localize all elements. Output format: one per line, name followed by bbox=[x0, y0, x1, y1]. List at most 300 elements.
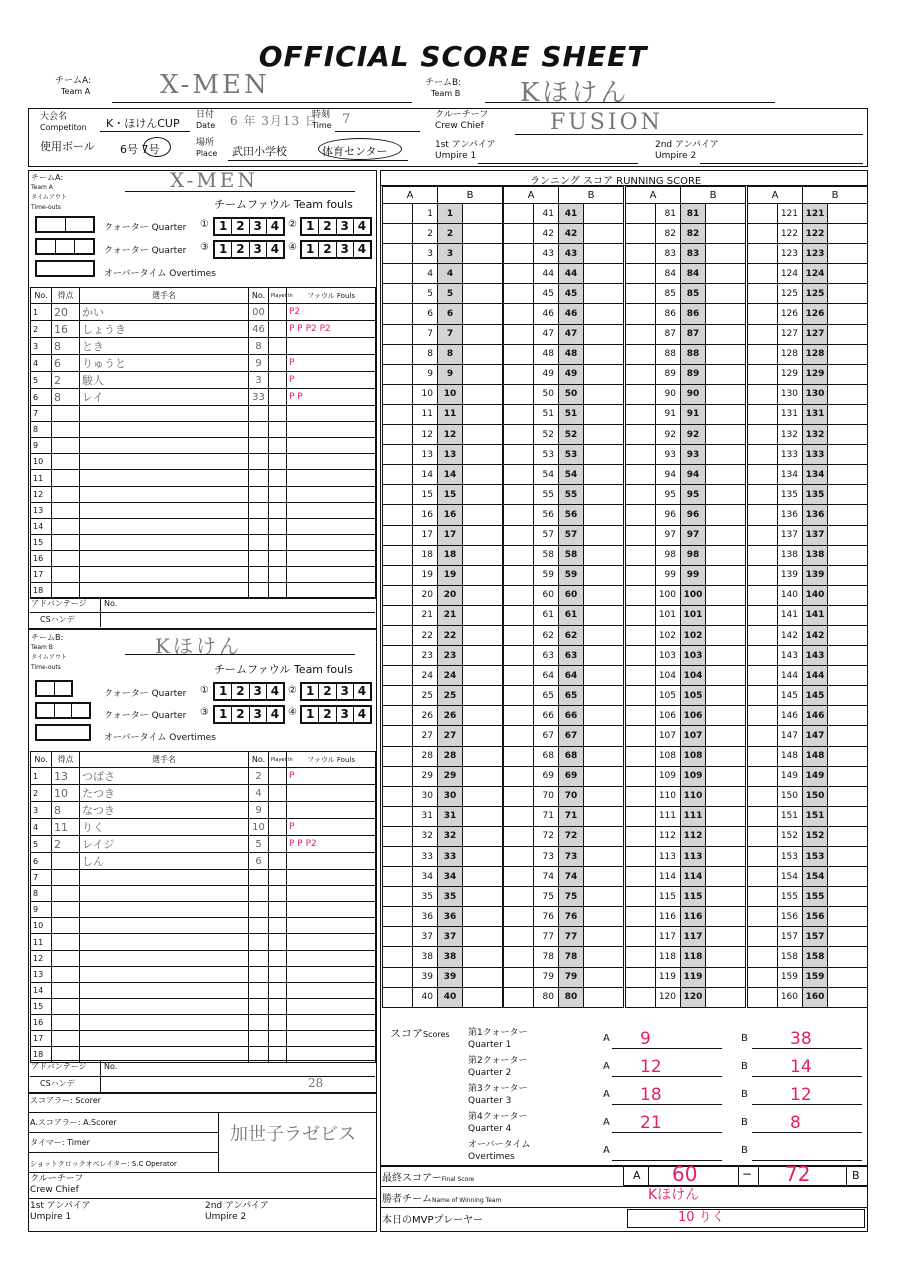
team-b-mark[interactable] bbox=[463, 425, 503, 445]
team-a-mark[interactable] bbox=[748, 887, 778, 907]
team-b-mark[interactable] bbox=[463, 284, 503, 304]
team-a-mark[interactable] bbox=[748, 605, 778, 625]
team-a-mark[interactable] bbox=[383, 987, 413, 1007]
team-a-mark[interactable] bbox=[383, 907, 413, 927]
team-a-mark[interactable] bbox=[383, 304, 413, 324]
team-b-mark[interactable] bbox=[463, 706, 503, 726]
team-b-mark[interactable] bbox=[463, 806, 503, 826]
team-a-mark[interactable] bbox=[626, 224, 656, 244]
team-a-mark[interactable] bbox=[748, 686, 778, 706]
team-a-mark[interactable] bbox=[383, 887, 413, 907]
team-b-mark[interactable] bbox=[584, 847, 624, 867]
team-b-mark[interactable] bbox=[584, 867, 624, 887]
team-a-mark[interactable] bbox=[626, 987, 656, 1007]
team-b-q4-fouls[interactable]: 1 2 3 4 bbox=[300, 705, 372, 724]
team-b-mark[interactable] bbox=[584, 324, 624, 344]
team-b-mark[interactable] bbox=[463, 204, 503, 224]
team-a-mark[interactable] bbox=[383, 364, 413, 384]
team-b-mark[interactable] bbox=[828, 324, 868, 344]
team-b-mark[interactable] bbox=[828, 867, 868, 887]
team-a-mark[interactable] bbox=[626, 706, 656, 726]
team-a-mark[interactable] bbox=[383, 625, 413, 645]
team-b-mark[interactable] bbox=[828, 947, 868, 967]
team-b-mark[interactable] bbox=[584, 565, 624, 585]
team-b-mark[interactable] bbox=[828, 425, 868, 445]
team-b-mark[interactable] bbox=[584, 746, 624, 766]
team-b-mark[interactable] bbox=[828, 706, 868, 726]
team-b-mark[interactable] bbox=[584, 927, 624, 947]
team-a-mark[interactable] bbox=[383, 927, 413, 947]
team-a-mark[interactable] bbox=[383, 585, 413, 605]
team-a-mark[interactable] bbox=[748, 565, 778, 585]
team-a-mark[interactable] bbox=[626, 344, 656, 364]
team-b-mark[interactable] bbox=[463, 364, 503, 384]
team-a-mark[interactable] bbox=[383, 204, 413, 224]
team-b-mark[interactable] bbox=[584, 826, 624, 846]
team-b-mark[interactable] bbox=[463, 947, 503, 967]
team-a-mark[interactable] bbox=[626, 646, 656, 666]
team-b-mark[interactable] bbox=[706, 264, 746, 284]
team-a-mark[interactable] bbox=[383, 465, 413, 485]
team-b-mark[interactable] bbox=[584, 987, 624, 1007]
team-a-mark[interactable] bbox=[748, 947, 778, 967]
team-b-mark[interactable] bbox=[584, 344, 624, 364]
team-b-mark[interactable] bbox=[463, 404, 503, 424]
team-b-mark[interactable] bbox=[706, 766, 746, 786]
team-a-mark[interactable] bbox=[504, 766, 534, 786]
team-b-mark[interactable] bbox=[463, 826, 503, 846]
team-a-mark[interactable] bbox=[626, 404, 656, 424]
team-a-q1-fouls[interactable]: 1 2 3 4 bbox=[213, 217, 285, 236]
team-b-mark[interactable] bbox=[706, 726, 746, 746]
team-b-mark[interactable] bbox=[463, 746, 503, 766]
team-b-mark[interactable] bbox=[828, 646, 868, 666]
team-a-mark[interactable] bbox=[748, 425, 778, 445]
team-a-mark[interactable] bbox=[504, 545, 534, 565]
team-a-mark[interactable] bbox=[383, 666, 413, 686]
team-b-mark[interactable] bbox=[463, 224, 503, 244]
team-b-timeouts-1[interactable] bbox=[35, 680, 73, 697]
team-a-mark[interactable] bbox=[504, 847, 534, 867]
team-b-mark[interactable] bbox=[463, 625, 503, 645]
team-b-mark[interactable] bbox=[584, 525, 624, 545]
team-a-mark[interactable] bbox=[383, 344, 413, 364]
team-a-mark[interactable] bbox=[748, 987, 778, 1007]
team-a-mark[interactable] bbox=[383, 605, 413, 625]
team-b-mark[interactable] bbox=[584, 545, 624, 565]
team-b-mark[interactable] bbox=[828, 364, 868, 384]
team-a-mark[interactable] bbox=[626, 927, 656, 947]
team-a-mark[interactable] bbox=[748, 847, 778, 867]
team-a-mark[interactable] bbox=[504, 465, 534, 485]
team-b-mark[interactable] bbox=[706, 947, 746, 967]
team-b-mark[interactable] bbox=[463, 726, 503, 746]
team-b-mark[interactable] bbox=[828, 826, 868, 846]
team-b-mark[interactable] bbox=[584, 224, 624, 244]
team-a-mark[interactable] bbox=[504, 887, 534, 907]
team-b-mark[interactable] bbox=[584, 706, 624, 726]
team-a-mark[interactable] bbox=[383, 505, 413, 525]
team-b-mark[interactable] bbox=[828, 445, 868, 465]
team-b-mark[interactable] bbox=[828, 686, 868, 706]
team-a-mark[interactable] bbox=[504, 605, 534, 625]
team-b-mark[interactable] bbox=[584, 465, 624, 485]
team-b-mark[interactable] bbox=[584, 967, 624, 987]
team-a-mark[interactable] bbox=[748, 384, 778, 404]
team-a-timeouts-1[interactable] bbox=[35, 216, 95, 233]
team-a-mark[interactable] bbox=[626, 284, 656, 304]
team-a-mark[interactable] bbox=[504, 666, 534, 686]
team-b-mark[interactable] bbox=[584, 786, 624, 806]
team-a-mark[interactable] bbox=[626, 304, 656, 324]
team-a-q3-fouls[interactable]: 1 2 3 4 bbox=[213, 240, 285, 259]
team-a-mark[interactable] bbox=[626, 204, 656, 224]
team-a-mark[interactable] bbox=[748, 867, 778, 887]
team-a-mark[interactable] bbox=[748, 465, 778, 485]
team-b-mark[interactable] bbox=[706, 284, 746, 304]
team-b-mark[interactable] bbox=[463, 605, 503, 625]
team-b-mark[interactable] bbox=[463, 344, 503, 364]
team-b-mark[interactable] bbox=[706, 384, 746, 404]
team-a-mark[interactable] bbox=[626, 244, 656, 264]
team-b-mark[interactable] bbox=[463, 304, 503, 324]
team-a-mark[interactable] bbox=[383, 485, 413, 505]
team-a-mark[interactable] bbox=[748, 525, 778, 545]
team-b-mark[interactable] bbox=[463, 766, 503, 786]
team-b-mark[interactable] bbox=[828, 766, 868, 786]
team-a-mark[interactable] bbox=[504, 384, 534, 404]
team-a-mark[interactable] bbox=[748, 344, 778, 364]
team-b-mark[interactable] bbox=[828, 525, 868, 545]
team-b-mark[interactable] bbox=[584, 364, 624, 384]
team-a-mark[interactable] bbox=[504, 686, 534, 706]
team-b-mark[interactable] bbox=[584, 887, 624, 907]
team-b-mark[interactable] bbox=[584, 766, 624, 786]
team-a-mark[interactable] bbox=[626, 907, 656, 927]
team-a-mark[interactable] bbox=[504, 706, 534, 726]
team-b-mark[interactable] bbox=[706, 646, 746, 666]
team-b-mark[interactable] bbox=[828, 746, 868, 766]
team-b-mark[interactable] bbox=[584, 384, 624, 404]
team-b-mark[interactable] bbox=[828, 967, 868, 987]
team-a-mark[interactable] bbox=[626, 324, 656, 344]
team-a-mark[interactable] bbox=[383, 766, 413, 786]
team-a-mark[interactable] bbox=[504, 746, 534, 766]
team-a-mark[interactable] bbox=[383, 806, 413, 826]
team-b-mark[interactable] bbox=[828, 204, 868, 224]
team-a-mark[interactable] bbox=[626, 525, 656, 545]
team-b-mark[interactable] bbox=[706, 686, 746, 706]
team-b-mark[interactable] bbox=[828, 485, 868, 505]
team-b-mark[interactable] bbox=[828, 887, 868, 907]
team-a-mark[interactable] bbox=[626, 766, 656, 786]
team-b-mark[interactable] bbox=[463, 545, 503, 565]
team-b-mark[interactable] bbox=[828, 625, 868, 645]
team-a-mark[interactable] bbox=[504, 907, 534, 927]
team-b-mark[interactable] bbox=[584, 947, 624, 967]
team-a-mark[interactable] bbox=[626, 625, 656, 645]
team-a-timeouts-2[interactable] bbox=[35, 238, 95, 255]
team-b-mark[interactable] bbox=[584, 806, 624, 826]
team-a-mark[interactable] bbox=[504, 826, 534, 846]
team-b-mark[interactable] bbox=[584, 425, 624, 445]
team-a-mark[interactable] bbox=[383, 726, 413, 746]
team-b-mark[interactable] bbox=[584, 605, 624, 625]
team-a-mark[interactable] bbox=[504, 625, 534, 645]
team-a-mark[interactable] bbox=[504, 284, 534, 304]
team-a-mark[interactable] bbox=[626, 585, 656, 605]
team-a-mark[interactable] bbox=[504, 646, 534, 666]
team-a-mark[interactable] bbox=[626, 485, 656, 505]
team-a-q2-fouls[interactable]: 1 2 3 4 bbox=[300, 217, 372, 236]
team-b-mark[interactable] bbox=[706, 505, 746, 525]
team-a-mark[interactable] bbox=[383, 826, 413, 846]
team-a-mark[interactable] bbox=[748, 786, 778, 806]
team-b-mark[interactable] bbox=[706, 344, 746, 364]
team-a-mark[interactable] bbox=[626, 847, 656, 867]
team-b-mark[interactable] bbox=[584, 666, 624, 686]
team-a-mark[interactable] bbox=[626, 605, 656, 625]
team-b-mark[interactable] bbox=[706, 465, 746, 485]
team-b-mark[interactable] bbox=[463, 585, 503, 605]
team-b-mark[interactable] bbox=[828, 505, 868, 525]
team-a-mark[interactable] bbox=[748, 967, 778, 987]
team-a-mark[interactable] bbox=[748, 646, 778, 666]
team-a-mark[interactable] bbox=[504, 244, 534, 264]
team-a-mark[interactable] bbox=[504, 204, 534, 224]
team-a-mark[interactable] bbox=[504, 806, 534, 826]
team-b-q1-fouls[interactable]: 1 2 3 4 bbox=[213, 682, 285, 701]
team-b-mark[interactable] bbox=[584, 505, 624, 525]
team-a-mark[interactable] bbox=[504, 967, 534, 987]
team-b-mark[interactable] bbox=[463, 264, 503, 284]
team-b-mark[interactable] bbox=[828, 404, 868, 424]
team-b-mark[interactable] bbox=[463, 505, 503, 525]
team-a-mark[interactable] bbox=[383, 525, 413, 545]
team-a-mark[interactable] bbox=[626, 565, 656, 585]
team-a-mark[interactable] bbox=[504, 927, 534, 947]
team-a-mark[interactable] bbox=[383, 545, 413, 565]
team-a-mark[interactable] bbox=[748, 585, 778, 605]
team-a-mark[interactable] bbox=[504, 304, 534, 324]
team-a-mark[interactable] bbox=[383, 847, 413, 867]
team-b-mark[interactable] bbox=[463, 927, 503, 947]
team-a-mark[interactable] bbox=[748, 505, 778, 525]
team-a-mark[interactable] bbox=[504, 324, 534, 344]
team-b-mark[interactable] bbox=[463, 525, 503, 545]
team-b-mark[interactable] bbox=[463, 907, 503, 927]
team-a-mark[interactable] bbox=[626, 666, 656, 686]
team-b-mark[interactable] bbox=[463, 384, 503, 404]
team-a-mark[interactable] bbox=[383, 404, 413, 424]
team-b-mark[interactable] bbox=[706, 746, 746, 766]
team-b-mark[interactable] bbox=[706, 927, 746, 947]
team-b-mark[interactable] bbox=[463, 565, 503, 585]
team-b-mark[interactable] bbox=[828, 847, 868, 867]
team-b-mark[interactable] bbox=[584, 264, 624, 284]
team-b-mark[interactable] bbox=[584, 585, 624, 605]
team-a-mark[interactable] bbox=[504, 364, 534, 384]
team-b-mark[interactable] bbox=[828, 987, 868, 1007]
team-a-mark[interactable] bbox=[748, 746, 778, 766]
team-a-mark[interactable] bbox=[626, 867, 656, 887]
team-a-mark[interactable] bbox=[504, 525, 534, 545]
team-a-mark[interactable] bbox=[626, 545, 656, 565]
team-b-mark[interactable] bbox=[463, 967, 503, 987]
team-b-mark[interactable] bbox=[463, 485, 503, 505]
team-b-mark[interactable] bbox=[706, 605, 746, 625]
team-b-mark[interactable] bbox=[706, 806, 746, 826]
team-b-timeouts-ot[interactable] bbox=[35, 724, 91, 741]
team-b-mark[interactable] bbox=[584, 304, 624, 324]
team-a-mark[interactable] bbox=[748, 364, 778, 384]
team-b-mark[interactable] bbox=[828, 907, 868, 927]
team-a-mark[interactable] bbox=[383, 646, 413, 666]
team-b-mark[interactable] bbox=[584, 646, 624, 666]
team-a-mark[interactable] bbox=[626, 264, 656, 284]
team-b-mark[interactable] bbox=[828, 384, 868, 404]
team-a-mark[interactable] bbox=[626, 686, 656, 706]
team-a-mark[interactable] bbox=[504, 987, 534, 1007]
team-a-mark[interactable] bbox=[748, 545, 778, 565]
team-b-mark[interactable] bbox=[463, 686, 503, 706]
team-b-mark[interactable] bbox=[828, 344, 868, 364]
team-a-mark[interactable] bbox=[383, 284, 413, 304]
team-a-mark[interactable] bbox=[748, 224, 778, 244]
team-b-mark[interactable] bbox=[463, 786, 503, 806]
team-a-mark[interactable] bbox=[748, 324, 778, 344]
team-a-mark[interactable] bbox=[748, 927, 778, 947]
team-a-mark[interactable] bbox=[383, 244, 413, 264]
team-b-mark[interactable] bbox=[584, 244, 624, 264]
team-a-mark[interactable] bbox=[748, 304, 778, 324]
team-a-mark[interactable] bbox=[504, 344, 534, 364]
team-b-mark[interactable] bbox=[463, 646, 503, 666]
team-b-mark[interactable] bbox=[584, 204, 624, 224]
team-a-timeouts-ot[interactable] bbox=[35, 260, 95, 277]
team-b-mark[interactable] bbox=[706, 364, 746, 384]
team-b-mark[interactable] bbox=[463, 666, 503, 686]
team-a-mark[interactable] bbox=[626, 445, 656, 465]
team-b-mark[interactable] bbox=[706, 666, 746, 686]
team-b-mark[interactable] bbox=[584, 686, 624, 706]
team-a-mark[interactable] bbox=[748, 284, 778, 304]
team-b-mark[interactable] bbox=[706, 967, 746, 987]
team-a-mark[interactable] bbox=[504, 505, 534, 525]
team-b-mark[interactable] bbox=[706, 324, 746, 344]
team-a-mark[interactable] bbox=[504, 947, 534, 967]
team-b-mark[interactable] bbox=[828, 585, 868, 605]
team-a-mark[interactable] bbox=[504, 565, 534, 585]
team-b-mark[interactable] bbox=[463, 244, 503, 264]
team-a-mark[interactable] bbox=[504, 585, 534, 605]
team-b-q3-fouls[interactable]: 1 2 3 4 bbox=[213, 705, 285, 724]
team-b-mark[interactable] bbox=[706, 867, 746, 887]
team-b-mark[interactable] bbox=[463, 887, 503, 907]
team-b-mark[interactable] bbox=[584, 726, 624, 746]
team-a-mark[interactable] bbox=[626, 887, 656, 907]
team-a-mark[interactable] bbox=[748, 666, 778, 686]
team-b-mark[interactable] bbox=[706, 585, 746, 605]
team-a-mark[interactable] bbox=[383, 706, 413, 726]
team-b-mark[interactable] bbox=[706, 565, 746, 585]
team-b-mark[interactable] bbox=[706, 987, 746, 1007]
team-b-mark[interactable] bbox=[706, 786, 746, 806]
team-a-mark[interactable] bbox=[504, 485, 534, 505]
team-a-mark[interactable] bbox=[626, 726, 656, 746]
team-a-mark[interactable] bbox=[383, 565, 413, 585]
team-b-mark[interactable] bbox=[584, 485, 624, 505]
team-a-mark[interactable] bbox=[383, 967, 413, 987]
team-b-mark[interactable] bbox=[828, 264, 868, 284]
team-a-mark[interactable] bbox=[504, 224, 534, 244]
team-b-mark[interactable] bbox=[706, 847, 746, 867]
team-b-mark[interactable] bbox=[706, 887, 746, 907]
team-a-mark[interactable] bbox=[383, 324, 413, 344]
team-a-mark[interactable] bbox=[383, 867, 413, 887]
team-b-mark[interactable] bbox=[706, 224, 746, 244]
team-a-mark[interactable] bbox=[626, 826, 656, 846]
team-a-mark[interactable] bbox=[383, 786, 413, 806]
team-b-mark[interactable] bbox=[706, 826, 746, 846]
team-b-mark[interactable] bbox=[828, 465, 868, 485]
team-a-mark[interactable] bbox=[626, 967, 656, 987]
team-a-mark[interactable] bbox=[504, 867, 534, 887]
team-b-mark[interactable] bbox=[828, 806, 868, 826]
team-b-mark[interactable] bbox=[828, 284, 868, 304]
team-b-mark[interactable] bbox=[828, 545, 868, 565]
team-a-mark[interactable] bbox=[383, 224, 413, 244]
team-a-mark[interactable] bbox=[626, 786, 656, 806]
team-a-mark[interactable] bbox=[626, 465, 656, 485]
team-b-mark[interactable] bbox=[584, 907, 624, 927]
team-a-mark[interactable] bbox=[504, 445, 534, 465]
team-a-mark[interactable] bbox=[748, 826, 778, 846]
team-b-mark[interactable] bbox=[706, 204, 746, 224]
team-a-mark[interactable] bbox=[383, 425, 413, 445]
team-b-mark[interactable] bbox=[828, 304, 868, 324]
team-b-mark[interactable] bbox=[584, 445, 624, 465]
team-a-mark[interactable] bbox=[626, 505, 656, 525]
team-a-mark[interactable] bbox=[383, 264, 413, 284]
team-b-mark[interactable] bbox=[706, 525, 746, 545]
team-a-mark[interactable] bbox=[626, 806, 656, 826]
team-a-mark[interactable] bbox=[504, 786, 534, 806]
team-b-q2-fouls[interactable]: 1 2 3 4 bbox=[300, 682, 372, 701]
team-a-mark[interactable] bbox=[626, 364, 656, 384]
team-a-mark[interactable] bbox=[383, 947, 413, 967]
team-b-mark[interactable] bbox=[584, 284, 624, 304]
team-a-mark[interactable] bbox=[748, 204, 778, 224]
team-a-mark[interactable] bbox=[748, 445, 778, 465]
team-a-mark[interactable] bbox=[748, 706, 778, 726]
team-a-mark[interactable] bbox=[748, 907, 778, 927]
team-a-mark[interactable] bbox=[626, 746, 656, 766]
team-b-mark[interactable] bbox=[463, 867, 503, 887]
team-b-mark[interactable] bbox=[463, 324, 503, 344]
team-a-mark[interactable] bbox=[504, 425, 534, 445]
team-b-mark[interactable] bbox=[828, 224, 868, 244]
team-b-mark[interactable] bbox=[828, 666, 868, 686]
team-b-timeouts-2[interactable] bbox=[35, 702, 91, 719]
team-a-mark[interactable] bbox=[748, 726, 778, 746]
team-a-mark[interactable] bbox=[383, 384, 413, 404]
team-b-mark[interactable] bbox=[584, 404, 624, 424]
team-b-mark[interactable] bbox=[463, 465, 503, 485]
team-a-mark[interactable] bbox=[383, 445, 413, 465]
team-b-mark[interactable] bbox=[584, 625, 624, 645]
team-a-mark[interactable] bbox=[748, 244, 778, 264]
